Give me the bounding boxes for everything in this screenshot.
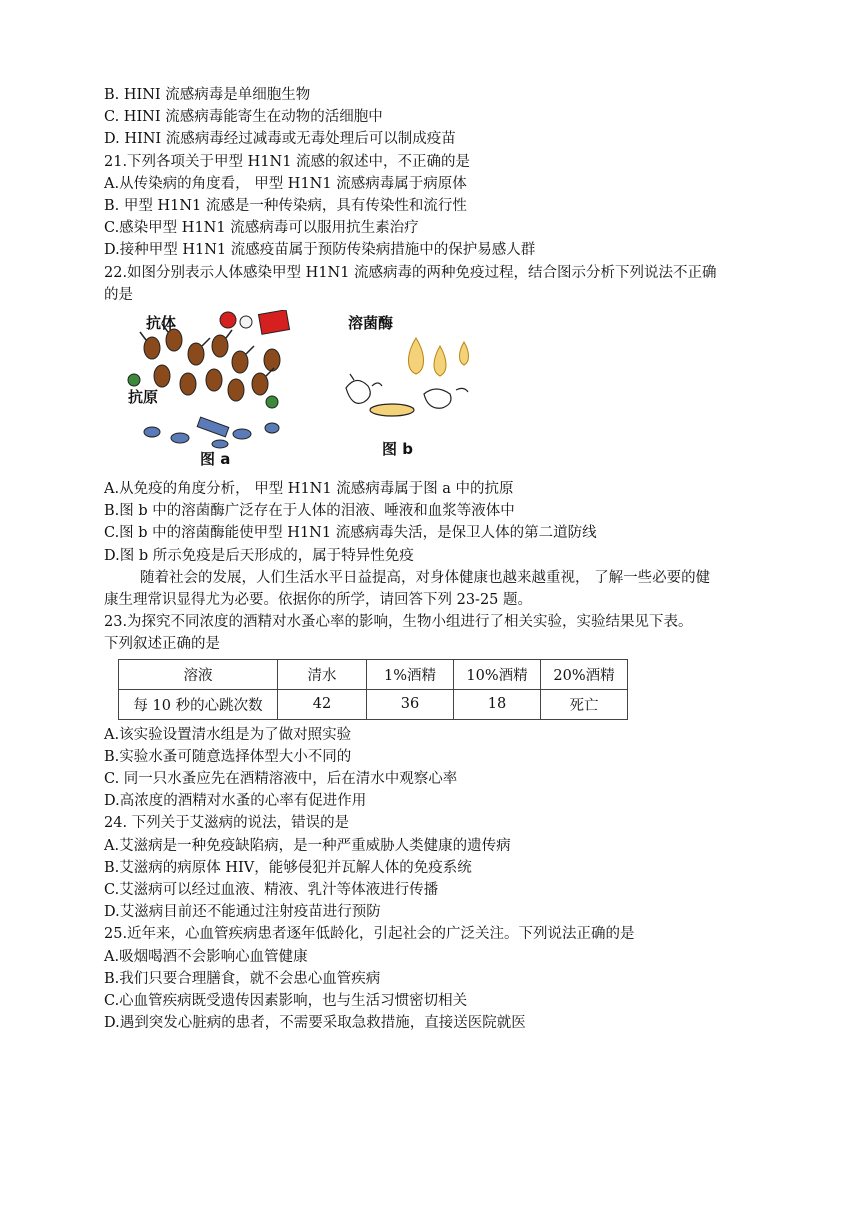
q22-stem: 22.如图分别表示人体感染甲型 H1N1 流感病毒的两种免疫过程，结合图示分析下列说法不正确 bbox=[104, 264, 717, 281]
q21-stem: 21.下列各项关于甲型 H1N1 流感的叙述中，不正确的是 bbox=[104, 153, 471, 170]
q23-option-a: A.该实验设置清水组是为了做对照实验 bbox=[104, 726, 352, 743]
table-cell: 18 bbox=[454, 689, 541, 719]
figure-b bbox=[332, 310, 482, 460]
table-cell: 42 bbox=[278, 689, 367, 719]
q23-option-d: D.高浓度的酒精对水蚤的心率有促进作用 bbox=[104, 793, 367, 810]
figure-a bbox=[122, 310, 300, 470]
q23-option-b: B.实验水蚤可随意选择体型大小不同的 bbox=[104, 748, 352, 765]
heartbeat-table bbox=[118, 659, 628, 720]
q23-stem: 23.为探究不同浓度的酒精对水蚤心率的影响，生物小组进行了相关实验，实验结果见下表。 bbox=[104, 614, 693, 631]
table-header-row bbox=[119, 659, 628, 689]
table-header-cell: 溶液 bbox=[119, 659, 278, 689]
q20-option-c: C. HINI 流感病毒能寄生在动物的活细胞中 bbox=[104, 109, 383, 126]
q25-stem: 25.近年来，心血管疾病患者逐年低龄化，引起社会的广泛关注。下列说法正确的是 bbox=[104, 926, 635, 943]
q22-option-b: B.图 b 中的溶菌酶广泛存在于人体的泪液、唾液和血浆等液体中 bbox=[104, 503, 515, 520]
lysozyme-label: 溶菌酶 bbox=[348, 314, 394, 333]
table-cell: 每 10 秒的心跳次数 bbox=[119, 689, 278, 719]
q24-option-b: B.艾滋病的病原体 HIV，能够侵犯并瓦解人体的免疫系统 bbox=[104, 859, 472, 876]
q24-option-c: C.艾滋病可以经过血液、精液、乳汁等体液进行传播 bbox=[104, 882, 439, 899]
q25-option-a: A.吸烟喝酒不会影响心血管健康 bbox=[104, 948, 308, 965]
table-cell: 死亡 bbox=[541, 689, 628, 719]
q22-option-d: D.图 b 所示免疫是后天形成的，属于特异性免疫 bbox=[104, 547, 414, 564]
table-header-cell: 清水 bbox=[278, 659, 367, 689]
q21-option-b: B. 甲型 H1N1 流感是一种传染病，具有传染性和流行性 bbox=[104, 198, 467, 215]
q24-option-a: A.艾滋病是一种免疫缺陷病，是一种严重威胁人类健康的遗传病 bbox=[104, 837, 511, 854]
q21-option-c: C.感染甲型 H1N1 流感病毒可以服用抗生素治疗 bbox=[104, 220, 419, 237]
intro-paragraph-line1: 随着社会的发展，人们生活水平日益提高，对身体健康也越来越重视， 了解一些必要的健 bbox=[140, 569, 711, 586]
q23-option-c: C. 同一只水蚤应先在酒精溶液中，后在清水中观察心率 bbox=[104, 771, 458, 788]
q20-option-d: D. HINI 流感病毒经过减毒或无毒处理后可以制成疫苗 bbox=[104, 131, 456, 148]
q21-option-a: A.从传染病的角度看， 甲型 H1N1 流感病毒属于病原体 bbox=[104, 175, 467, 192]
q21-option-d: D.接种甲型 H1N1 流感疫苗属于预防传染病措施中的保护易感人群 bbox=[104, 242, 536, 259]
table-header-cell: 20%酒精 bbox=[541, 659, 628, 689]
q24-stem: 24. 下列关于艾滋病的说法，错误的是 bbox=[104, 815, 350, 832]
exam-page bbox=[104, 84, 764, 1035]
table-header-cell: 10%酒精 bbox=[454, 659, 541, 689]
figure-b-caption: 图 b bbox=[382, 440, 413, 459]
table-row bbox=[119, 689, 628, 719]
q25-option-d: D.遇到突发心脏病的患者，不需要采取急救措施，直接送医院就医 bbox=[104, 1015, 526, 1032]
antigen-label: 抗原 bbox=[128, 388, 159, 407]
figure-a-caption: 图 a bbox=[200, 450, 231, 469]
table-cell: 36 bbox=[367, 689, 454, 719]
intro-paragraph-line2: 康生理常识显得尤为必要。依据你的所学，请回答下列 23-25 题。 bbox=[104, 592, 533, 609]
q23-stem-cont: 下列叙述正确的是 bbox=[104, 636, 220, 653]
q25-option-c: C.心血管疾病既受遗传因素影响，也与生活习惯密切相关 bbox=[104, 993, 468, 1010]
q25-option-b: B.我们只要合理膳食，就不会患心血管疾病 bbox=[104, 970, 381, 987]
q20-option-b: B. HINI 流感病毒是单细胞生物 bbox=[104, 87, 311, 103]
q24-option-d: D.艾滋病目前还不能通过注射疫苗进行预防 bbox=[104, 904, 381, 921]
table-header-cell: 1%酒精 bbox=[367, 659, 454, 689]
q22-stem-cont: 的是 bbox=[104, 286, 133, 303]
antibody-label: 抗体 bbox=[146, 314, 177, 333]
immune-figures bbox=[104, 310, 764, 478]
q22-option-a: A.从免疫的角度分析， 甲型 H1N1 流感病毒属于图 a 中的抗原 bbox=[104, 481, 514, 498]
q22-option-c: C.图 b 中的溶菌酶能使甲型 H1N1 流感病毒失活，是保卫人体的第二道防线 bbox=[104, 525, 597, 542]
